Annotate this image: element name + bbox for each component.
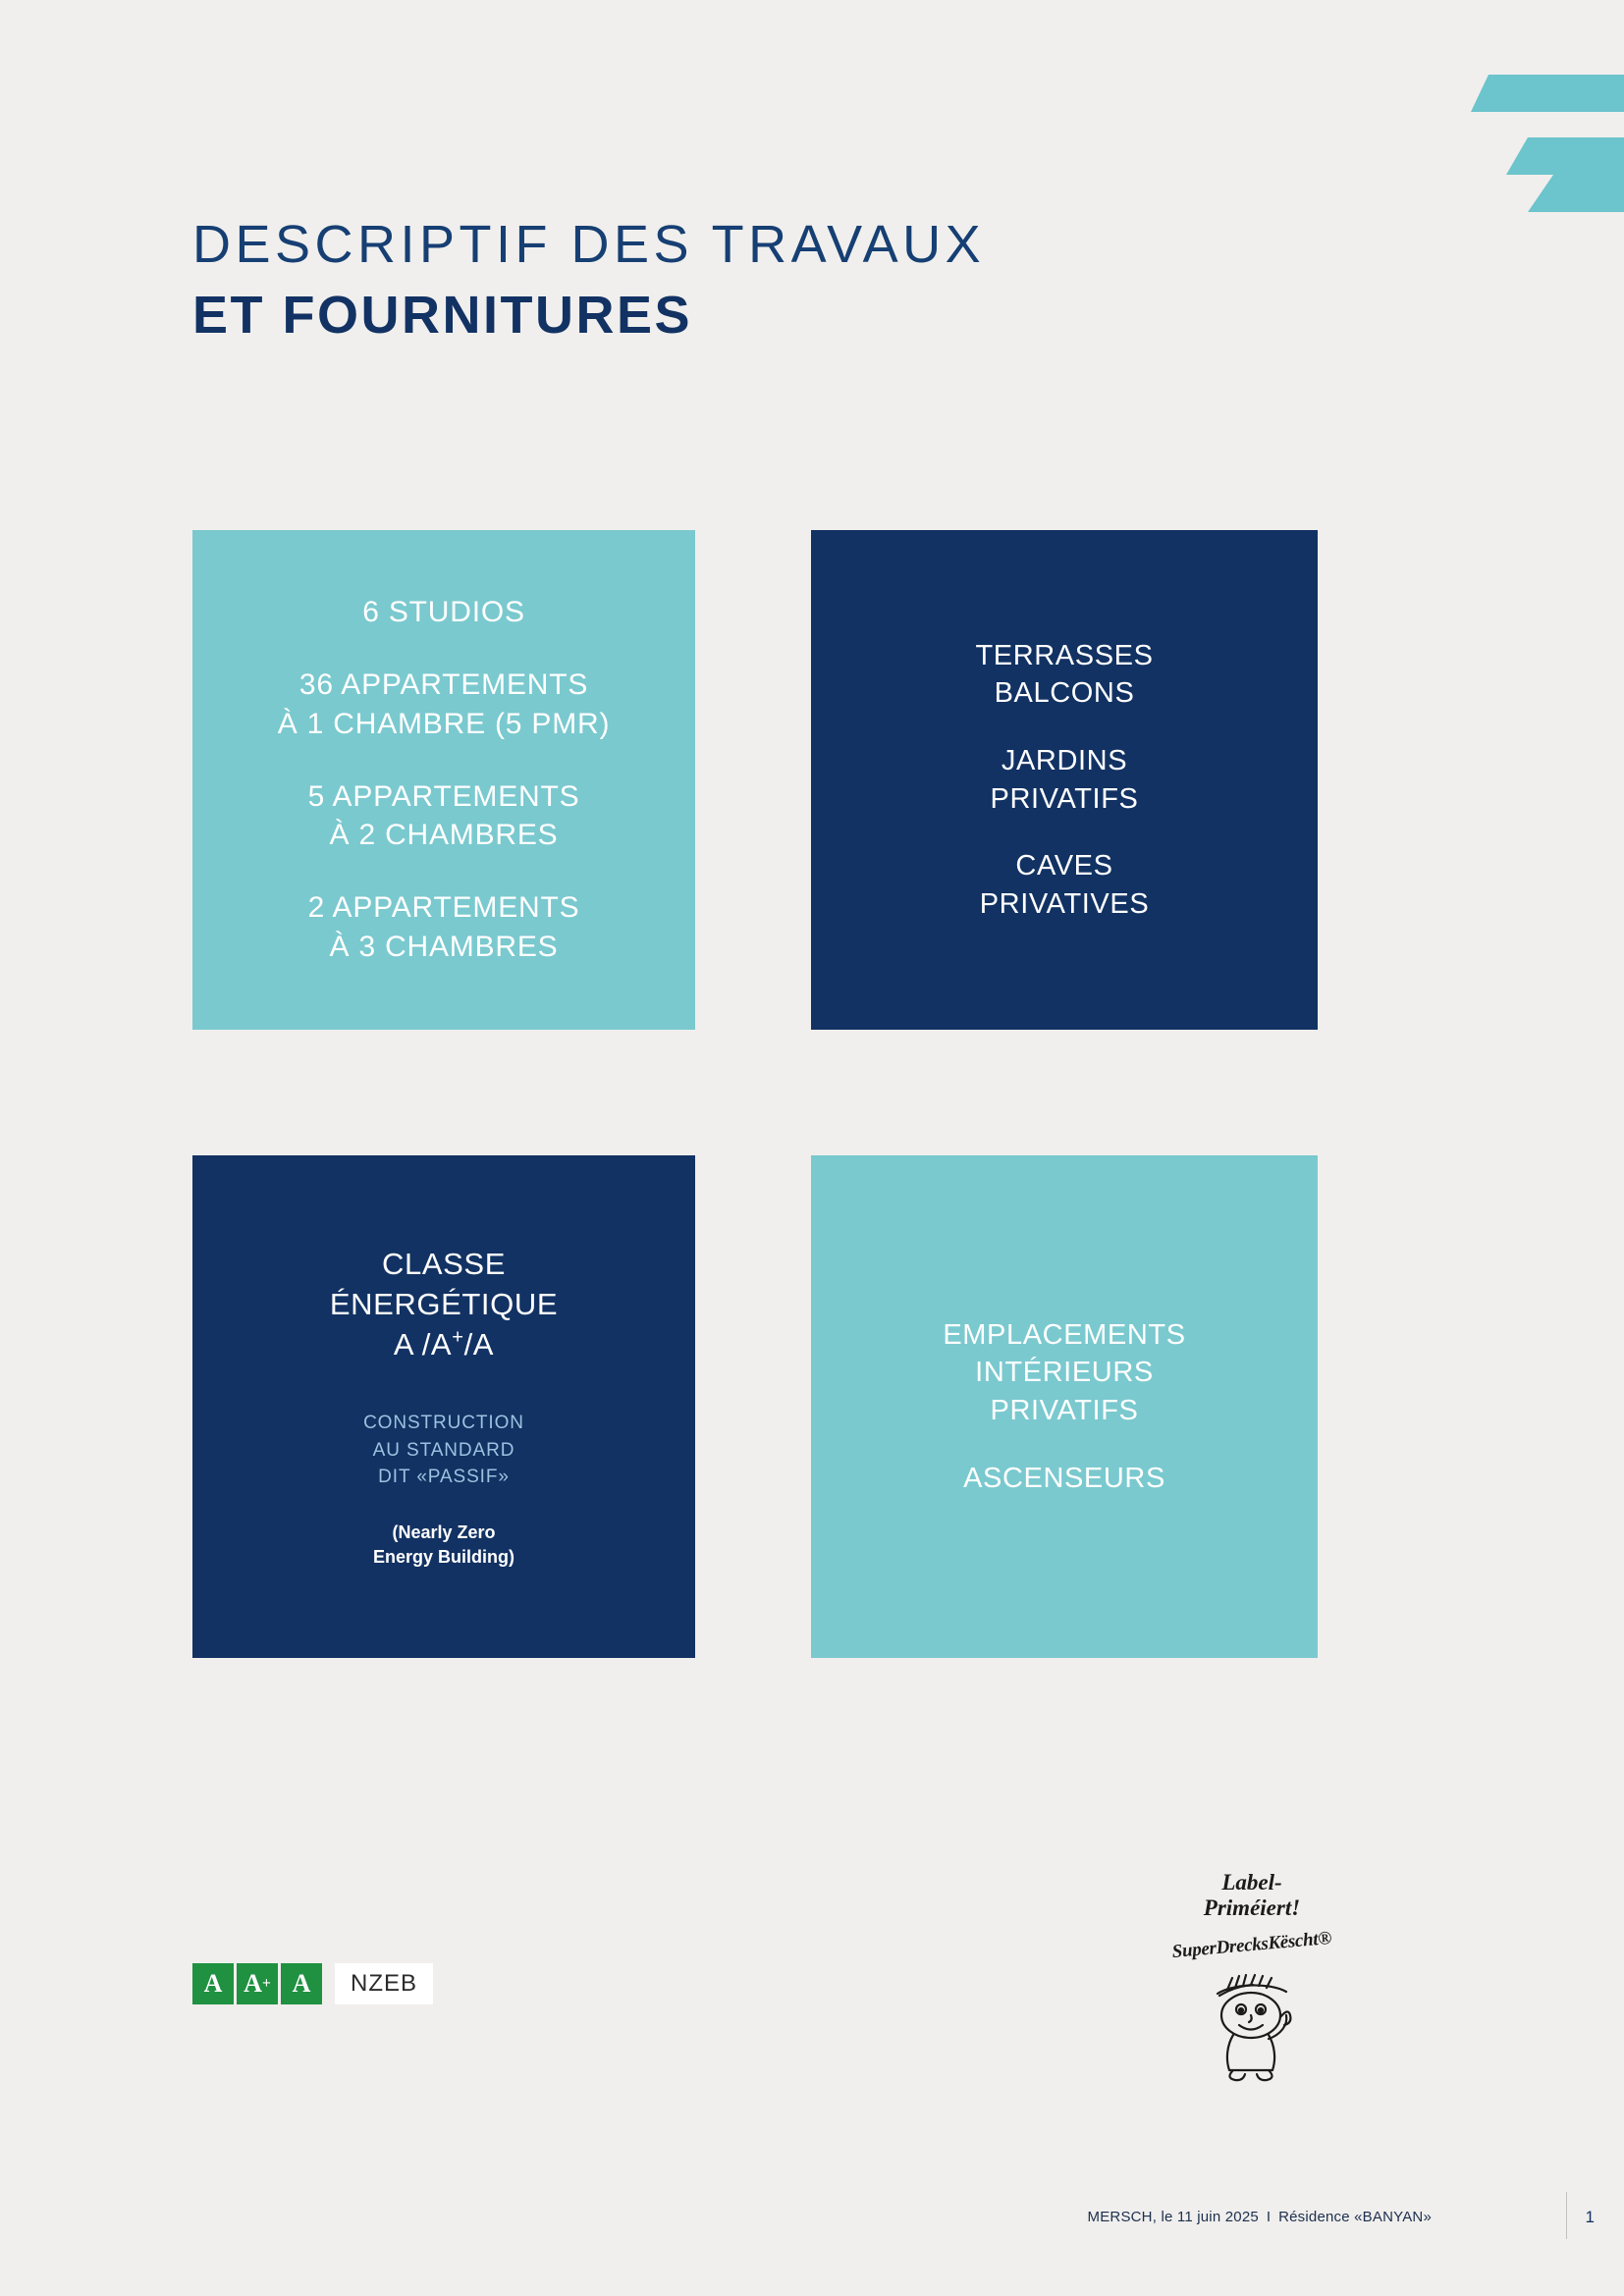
chevron-bar-3 xyxy=(1528,175,1624,212)
card-parking xyxy=(811,1155,1318,1658)
card-energy-nzeb-note: (Nearly Zero Energy Building) xyxy=(373,1522,514,1568)
page-title-line-2: ET FOURNITURES xyxy=(192,285,693,345)
badge-a-1: A xyxy=(192,1963,234,2004)
card-units-line-2: 36 APPARTEMENTS À 1 CHAMBRE (5 PMR) xyxy=(277,667,611,740)
sdk-brand-text: SuperDrecksKëscht® xyxy=(1170,1927,1333,1962)
page-title-line-1: DESCRIPTIF DES TRAVAUX xyxy=(192,215,986,274)
card-units-line-1: 6 STUDIOS xyxy=(362,595,525,628)
card-energy-headline xyxy=(216,1244,672,1365)
card-parking-line-2: ASCENSEURS xyxy=(963,1462,1165,1494)
card-energy-class xyxy=(192,1155,695,1658)
card-energy-rating-prefix: A /A xyxy=(393,1327,453,1362)
footer-separator: I xyxy=(1266,2209,1272,2225)
card-energy-headline-line-1: CLASSE xyxy=(382,1246,506,1281)
card-outdoor-line-3: CAVES PRIVATIVES xyxy=(979,850,1150,920)
card-energy-rating-suffix: /A xyxy=(463,1327,495,1362)
card-energy-rating xyxy=(216,1324,672,1364)
decorative-chevrons xyxy=(1408,0,1624,236)
card-energy-rating-plus: + xyxy=(452,1326,464,1349)
footer-divider xyxy=(1566,2192,1567,2239)
footer xyxy=(1088,2209,1432,2225)
footer-location-date: MERSCH, le 11 juin 2025 xyxy=(1087,2209,1259,2225)
card-outdoor-line-1: TERRASSES BALCONS xyxy=(975,639,1154,710)
card-parking-line-1: EMPLACEMENTS INTÉRIEURS PRIVATIFS xyxy=(943,1318,1186,1426)
sdk-label-line-1: Label- xyxy=(1221,1870,1282,1895)
page-number: 1 xyxy=(1585,2208,1595,2226)
badge-a-plus: A + xyxy=(237,1963,278,2004)
superdreckskescht-logo xyxy=(1154,1870,1350,2106)
card-outdoor-spaces xyxy=(811,530,1318,1030)
page-title xyxy=(192,214,985,347)
card-energy-headline-line-2: ÉNERGÉTIQUE xyxy=(329,1286,559,1321)
card-outdoor-line-2: JARDINS PRIVATIFS xyxy=(990,744,1139,815)
sdk-label-line-2: Priméiert! xyxy=(1203,1895,1301,1920)
footer-project-name: Résidence «BANYAN» xyxy=(1278,2209,1432,2225)
card-energy-subtext: CONSTRUCTION AU STANDARD DIT «PASSIF» xyxy=(363,1413,524,1488)
sdk-label-text xyxy=(1154,1870,1350,1921)
sdk-mascot-icon xyxy=(1154,1960,1350,2093)
badge-a-plus-letter: A xyxy=(244,1969,262,1998)
chevron-bar-1 xyxy=(1471,75,1624,112)
badge-nzeb: NZEB xyxy=(335,1963,433,2004)
energy-class-badges xyxy=(192,1963,433,2004)
card-units-line-3: 5 APPARTEMENTS À 2 CHAMBRES xyxy=(307,779,580,852)
badge-a-3: A xyxy=(281,1963,322,2004)
card-units-line-4: 2 APPARTEMENTS À 3 CHAMBRES xyxy=(307,891,580,964)
card-units xyxy=(192,530,695,1030)
chevron-bar-2 xyxy=(1506,137,1624,175)
